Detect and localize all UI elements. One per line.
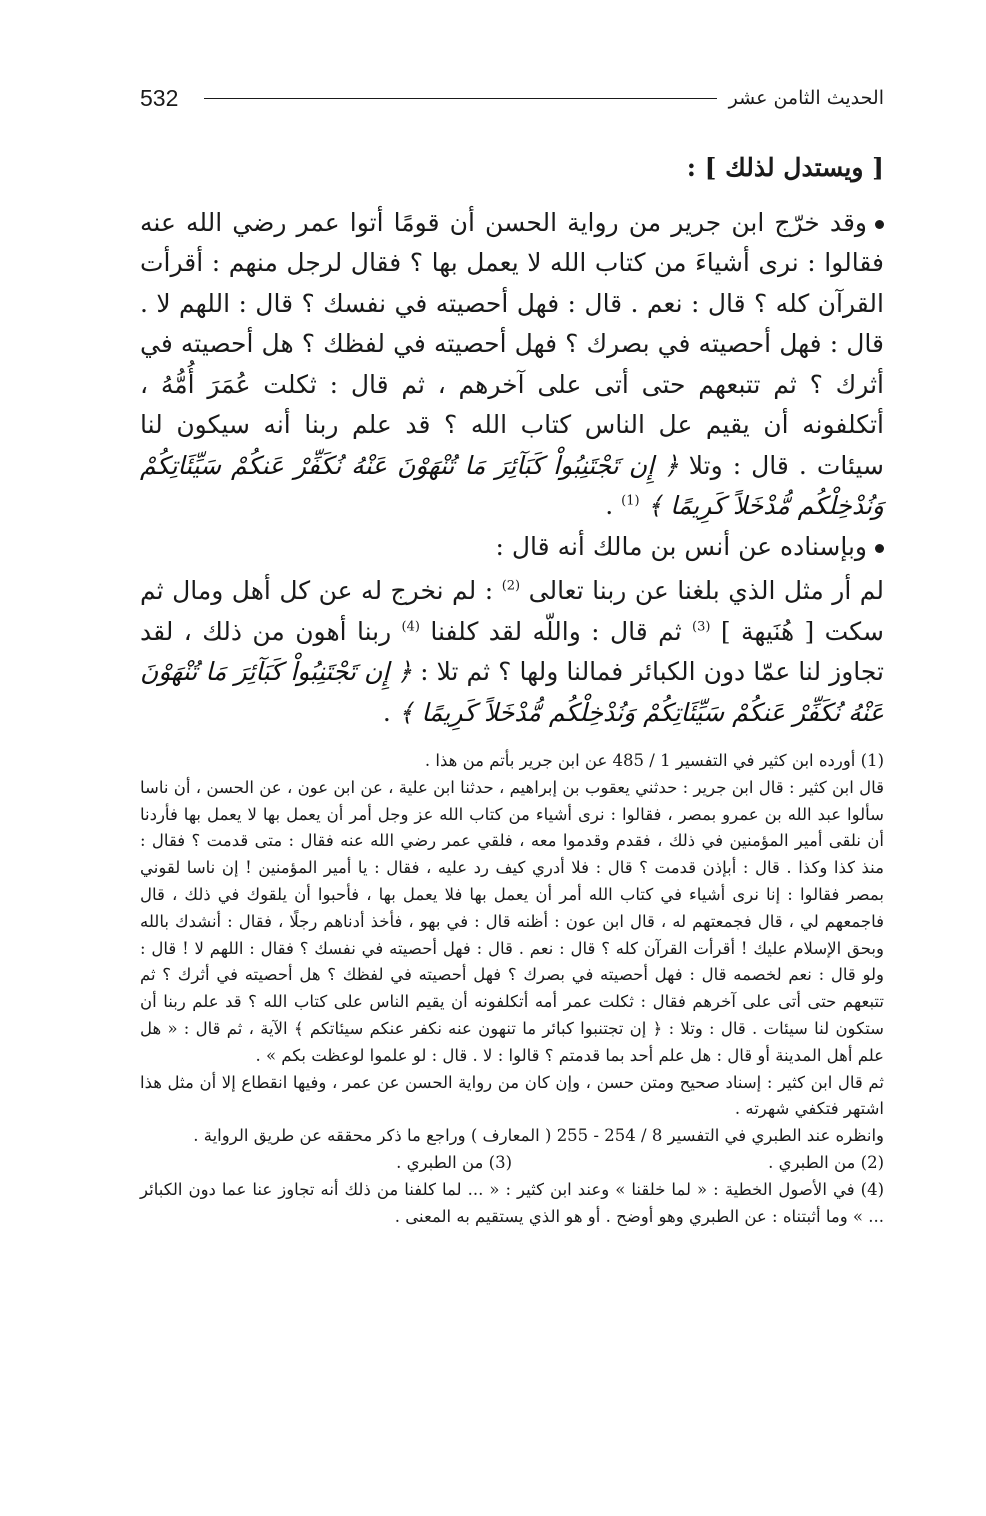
footnote-ref-1[interactable]: (1) xyxy=(621,493,640,509)
paragraph-3-part-a: لم أر مثل الذي بلغنا عن ربنا تعالى xyxy=(528,576,885,605)
paragraph-3 xyxy=(140,571,884,733)
paragraph-3-part-c: ثم قال : واللّه لقد كلفنا xyxy=(430,616,693,646)
footnote-1: (1) أورده ابن كثير في التفسير 1 / 485 عن ابن جرير بأتم من هذا . xyxy=(424,751,884,770)
quran-verse-2: ﴿ إِن تَجْتَنِبُواْ كَبَآئِرَ مَا تُنْهَوْنَ عَنْهُ نُكَفِّرْ عَنكُمْ سَيِّئَاتِكُمْ وَنُدْخِلْكُم مُّدْخَلاً كَرِيمًا ﴾ xyxy=(140,657,884,727)
footnote-1-quote: قال ابن كثير : قال ابن جرير : حدثني يعقوب بن إبراهيم ، حدثنا ابن علية ، عن ابن عون ، عن الحسن ، أن ناسا سألوا عبد الله بن عمرو بمصر ، فقالوا : نرى أشياء من كتاب الله عز وجل أمر أن يعمل بها لا يعمل بها فأردنا أن نلقى أمير المؤمنين في ذلك ، فقدم وقدموا معه ، فلقي عمر رضي الله عنه فقال : متى قدمت ؟ فقال : منذ كذا وكذا . قال : أبإذن قدمت ؟ قال : فلا أدري كيف رد عليه ، فقال : يا أمير المؤمنين ! إن ناسا لقوني بمصر فقالوا : إنا نرى أشياء في كتاب الله أمر أن يعمل بها فلا يعمل بها ، فأحبوا أن يلقوك في ذلك ، قال فاجمعهم لي ، قال فجمعتهم له ، قال ابن عون : أظنه قال : في بهو ، فأخذ أدناهم رجلًا ، فقال : أنشدك بالله وبحق الإسلام عليك ! أقرأت القرآن كله ؟ قال : نعم . قال : فهل أحصيته في نفسك ؟ فقال : اللهم لا ! قال : ولو قال : نعم لخصمه قال : فهل أحصيته في بصرك ؟ فهل أحصيته في لفظك ؟ هل أحصيته في أثرك ؟ ثم تتبعهم حتى أتى على آخرهم فقال : ثكلت عمر أمه أتكلفونه أن يقيم الناس على كتاب الله ؟ قد علم ربنا أن ستكون لنا سيئات . قال : وتلا : ﴿ إن تجتنبوا كبائر ما تنهون عنه نكفر عنكم سيئاتكم ﴾ الآية ، ثم قال : « هل علم أهل المدينة أو قال : هل علم أحد بما قدمتم ؟ قالوا : لا . قال : لو علموا لوعظت بكم » . xyxy=(140,777,884,1065)
bullet-icon xyxy=(875,544,884,553)
paragraph-1 xyxy=(140,203,884,527)
paragraph-3-part-b: : لم نخرج له عن كل أهل ومال ثم سكت [ هُنَيهة ] xyxy=(140,576,884,646)
quran-verse-1: ﴿ إِن تَجْتَنِبُواْ كَبَآئِرَ مَا تُنْهَوْنَ عَنْهُ نُكَفِّرْ عَنكُمْ سَيِّئَاتِكُمْ وَنُدْخِلْكُم مُّدْخَلاً كَرِيمًا ﴾ xyxy=(140,450,884,520)
page-header xyxy=(140,80,884,116)
footnote-pair xyxy=(140,1150,884,1177)
header-rule xyxy=(204,98,717,99)
footnote-2: (2) من الطبري . xyxy=(768,1152,884,1172)
main-text xyxy=(140,148,884,733)
footnotes xyxy=(140,748,884,1230)
paragraph-2-text: وبإسناده عن أنس بن مالك أنه قال : xyxy=(495,531,867,561)
footnote-1-see: وانظره عند الطبري في التفسير 8 / 254 - 255 ( المعارف ) وراجع ما ذكر محققه عن طريق الرواية . xyxy=(193,1126,884,1146)
footnote-4: (4) في الأصول الخطية : « لما خلقنا » وعند ابن كثير : « ... لما كلفنا من ذلك أنه تجاوز عنا عما دون الكبائر ... » وما أثبتناه : عن الطبري وهو أوضح . أو هو الذي يستقيم به المعنى . xyxy=(140,1179,884,1226)
page-number: 532 xyxy=(140,84,179,111)
bullet-icon xyxy=(875,220,884,229)
paragraph-3-part-d: ربنا أهون من ذلك ، لقد تجاوز لنا عمّا دون الكبائر فمالنا ولها ؟ ثم تلا : xyxy=(140,616,885,686)
paragraph-1-end: . xyxy=(605,491,622,520)
footnote-ref-2[interactable]: (2) xyxy=(501,578,521,594)
paragraph-1-text: وقد خرّج ابن جرير من رواية الحسن أن قومًا أتوا عمر رضي الله عنه فقالوا : نرى أشياءَ من كتاب الله لا يعمل بها ؟ فقال لرجل منهم : أقرأت القرآن كله ؟ قال : نعم . قال : فهل أحصيته في نفسك ؟ قال : اللهم لا . قال : فهل أحصيته في بصرك ؟ فهل أحصيته في لفظك ؟ هل أحصيته في أثرك ؟ ثم تتبعهم حتى أتى على آخرهم ، ثم قال : ثكلت عُمَرَ أُمُّهُ ، أتكلفونه أن يقيم عل الناس كتاب الله ؟ قد علم ربنا أنه سيكون لنا سيئات . قال : وتلا xyxy=(140,207,885,480)
footnote-1-more: ثم قال ابن كثير : إسناد صحيح ومتن حسن ، وإن كان من رواية الحسن عن عمر ، وفيها انقطاع إلا أن مثل هذا اشتهر فتكفي شهرته . xyxy=(140,1072,884,1119)
footnote-ref-4[interactable]: (4) xyxy=(401,619,420,635)
footnote-ref-3[interactable]: (3) xyxy=(692,619,711,635)
running-title: الحديث الثامن عشر xyxy=(728,87,884,109)
paragraph-3-end: . xyxy=(382,697,399,727)
paragraph-2 xyxy=(140,527,884,568)
footnote-3: (3) من الطبري . xyxy=(396,1152,512,1172)
section-heading: [ ويستدل لذلك ] : xyxy=(686,153,884,182)
